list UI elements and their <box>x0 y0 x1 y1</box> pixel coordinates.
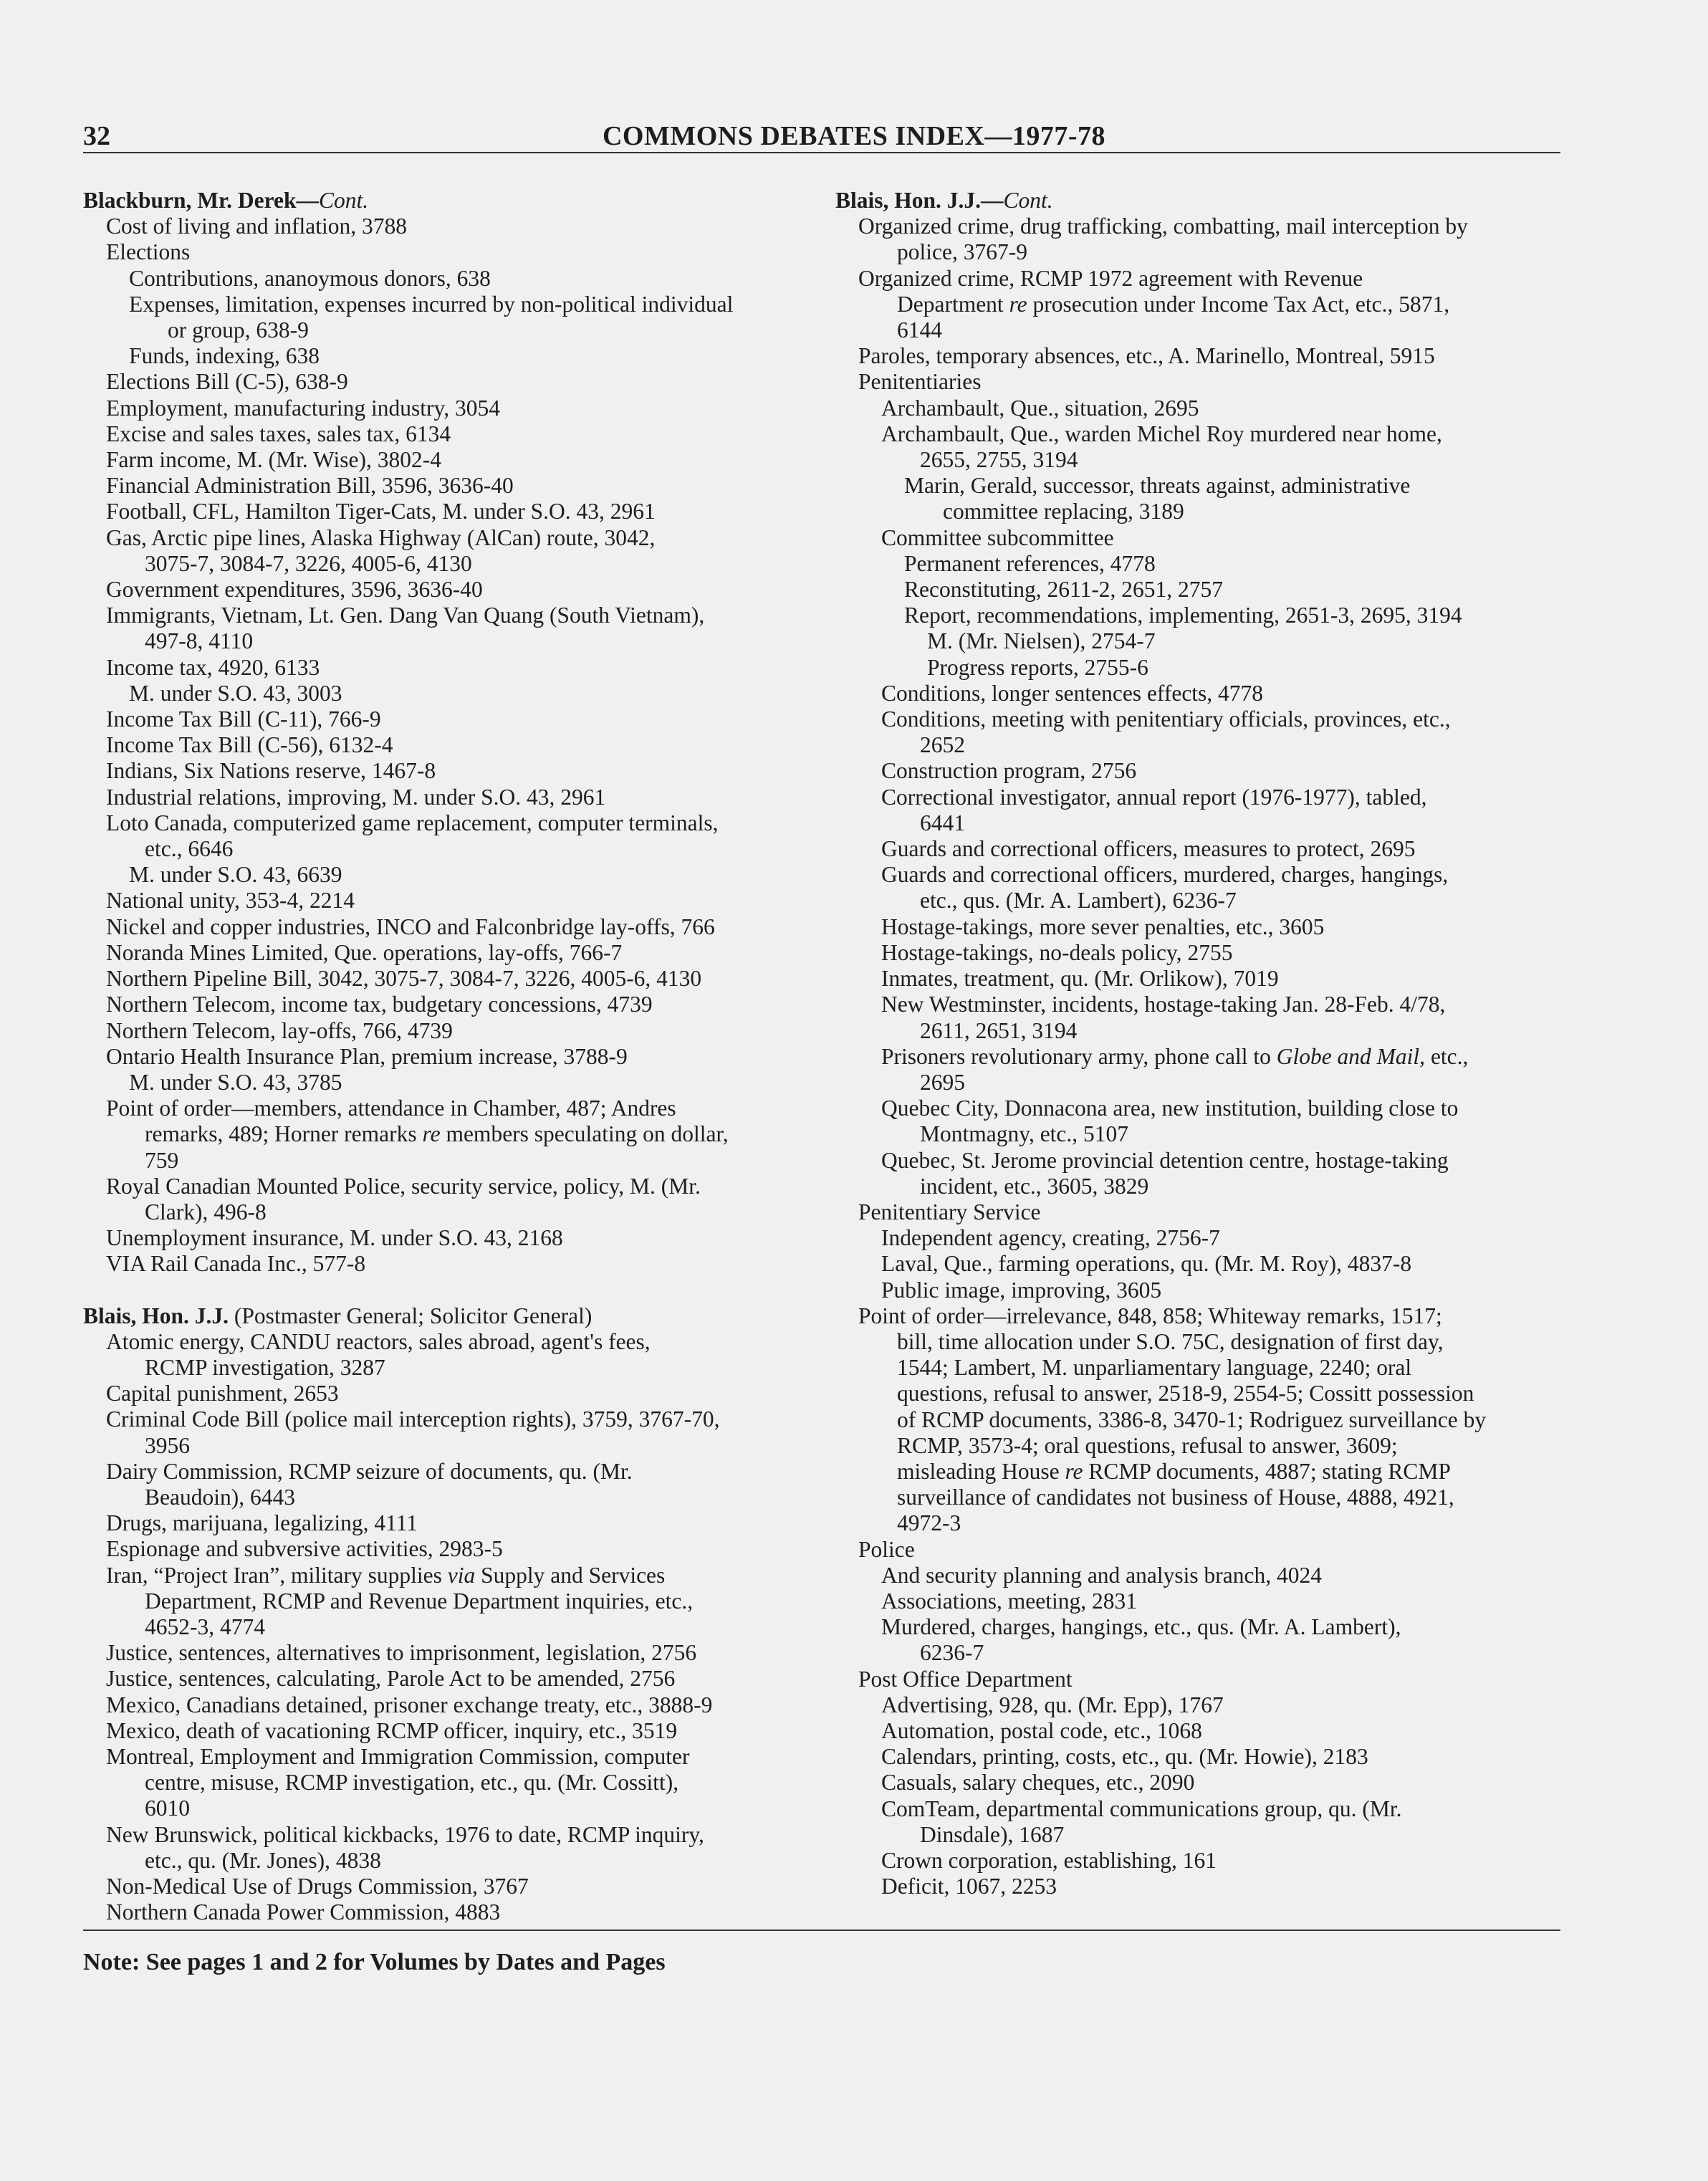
index-entry: Northern Pipeline Bill, 3042, 3075-7, 3084-7, 3226, 4005-6, 4130 <box>106 966 702 992</box>
index-entry: Capital punishment, 2653 <box>106 1381 339 1406</box>
index-entry: Report, recommendations, implementing, 2651-3, 2695, 3194 <box>904 603 1462 628</box>
index-entry: Noranda Mines Limited, Que. operations, lay-offs, 766-7 <box>106 939 623 965</box>
index-heading: Blais, Hon. J.J. (Postmaster General; Solicitor General) <box>83 1303 592 1328</box>
index-entry: Progress reports, 2755-6 <box>927 654 1148 680</box>
index-entry: Paroles, temporary absences, etc., A. Marinello, Montreal, 5915 <box>858 343 1435 369</box>
index-entry: Committee subcommittee <box>881 524 1114 550</box>
index-entry: Espionage and subversive activities, 2983-5 <box>106 1536 503 1562</box>
index-entry: Iran, “Project Iran”, military supplies via Supply and Services Department, RCMP and Revenue Department inquiries, etc., 4652-3, 4774 <box>106 1562 694 1639</box>
index-entry: Immigrants, Vietnam, Lt. Gen. Dang Van Quang (South Vietnam), 497-8, 4110 <box>106 603 705 654</box>
index-entry: Northern Telecom, lay-offs, 766, 4739 <box>106 1017 453 1043</box>
index-entry: Dairy Commission, RCMP seizure of documents, qu. (Mr. Beaudoin), 6443 <box>106 1458 633 1510</box>
index-entry: Organized crime, RCMP 1972 agreement with Revenue Department re prosecution under Income Tax Act, etc., 5871, 6144 <box>858 265 1450 343</box>
index-entry: Advertising, 928, qu. (Mr. Epp), 1767 <box>881 1692 1224 1717</box>
index-entry: Murdered, charges, hangings, etc., qus. (Mr. A. Lambert), 6236-7 <box>881 1614 1401 1666</box>
index-entry: Excise and sales taxes, sales tax, 6134 <box>106 421 451 446</box>
index-entry: Justice, sentences, calculating, Parole Act to be amended, 2756 <box>106 1666 676 1692</box>
index-entry: Police <box>858 1536 915 1562</box>
index-entry: Correctional investigator, annual report (1976-1977), tabled, 6441 <box>881 784 1427 835</box>
index-entry: New Westminster, incidents, hostage-taking Jan. 28-Feb. 4/78, 2611, 2651, 3194 <box>881 992 1446 1043</box>
index-entry: Elections Bill (C-5), 638-9 <box>106 369 348 395</box>
index-entry: Justice, sentences, alternatives to imprisonment, legislation, 2756 <box>106 1640 697 1666</box>
index-entry: New Brunswick, political kickbacks, 1976 to date, RCMP inquiry, etc., qu. (Mr. Jones), 4838 <box>106 1821 704 1873</box>
index-entry: Reconstituting, 2611-2, 2651, 2757 <box>904 577 1224 603</box>
index-entry: Marin, Gerald, successor, threats against, administrative committee replacing, 3189 <box>904 473 1411 524</box>
index-entry: Point of order—irrelevance, 848, 858; Whiteway remarks, 1517; bill, time allocation under S.O. 75C, designation of first day, 1544; Lambert, M. unparliamentary language, 2240; oral questions, refusal to answer, 2518-9, 2554-5; Cossitt possession of RCMP documents, 3386-8, 3470-1; Rodriguez surveillance by RCMP, 3573-4; oral questions, refusal to answer, 3609; misleading House re RCMP documents, 4887; stating RCMP surveillance of candidates not business of House, 4888, 4921, 4972-3 <box>858 1303 1487 1536</box>
index-entry: Penitentiary Service <box>858 1199 1041 1224</box>
index-entry: Conditions, longer sentences effects, 4778 <box>881 680 1264 706</box>
index-entry: Funds, indexing, 638 <box>129 343 320 369</box>
index-entry: Quebec City, Donnacona area, new institution, building close to Montmagny, etc., 5107 <box>881 1096 1459 1147</box>
index-entry: Independent agency, creating, 2756-7 <box>881 1225 1220 1251</box>
index-entry: Indians, Six Nations reserve, 1467-8 <box>106 758 436 784</box>
index-entry: Associations, meeting, 2831 <box>881 1588 1137 1614</box>
index-entry: Automation, postal code, etc., 1068 <box>881 1717 1202 1743</box>
index-entry: Football, CFL, Hamilton Tiger-Cats, M. under S.O. 43, 2961 <box>106 499 656 524</box>
index-entry: And security planning and analysis branch, 4024 <box>881 1562 1322 1588</box>
index-entry: Inmates, treatment, qu. (Mr. Orlikow), 7019 <box>881 966 1279 992</box>
index-entry: Drugs, marijuana, legalizing, 4111 <box>106 1510 418 1536</box>
index-entry: Elections <box>106 239 191 265</box>
index-entry: Organized crime, drug trafficking, combatting, mail interception by police, 3767-9 <box>858 214 1468 265</box>
index-entry: M. under S.O. 43, 6639 <box>129 862 342 888</box>
footer-note: Note: See pages 1 and 2 for Volumes by Dates and Pages <box>83 1949 666 1975</box>
index-heading: Blais, Hon. J.J.—Cont. <box>835 188 1053 213</box>
index-entry: VIA Rail Canada Inc., 577-8 <box>106 1251 366 1277</box>
header-rule <box>83 152 1560 153</box>
index-entry: Government expenditures, 3596, 3636-40 <box>106 577 483 603</box>
index-entry: Point of order—members, attendance in Chamber, 487; Andres remarks, 489; Horner remarks re members speculating on dollar, 759 <box>106 1096 729 1173</box>
index-entry: Archambault, Que., warden Michel Roy murdered near home, 2655, 2755, 3194 <box>881 421 1442 473</box>
index-entry: Casuals, salary cheques, etc., 2090 <box>881 1770 1195 1796</box>
index-entry: Permanent references, 4778 <box>904 550 1156 576</box>
index-entry: Expenses, limitation, expenses incurred by non-political individual or group, 638-9 <box>129 291 734 343</box>
index-entry: Nickel and copper industries, INCO and Falconbridge lay-offs, 766 <box>106 914 715 939</box>
index-entry: Cost of living and inflation, 3788 <box>106 214 407 239</box>
index-entry: Construction program, 2756 <box>881 758 1137 784</box>
index-entry: Employment, manufacturing industry, 3054 <box>106 395 500 421</box>
index-entry: Northern Telecom, income tax, budgetary concessions, 4739 <box>106 992 653 1017</box>
index-entry: Farm income, M. (Mr. Wise), 3802-4 <box>106 447 441 473</box>
index-entry: Mexico, Canadians detained, prisoner exchange treaty, etc., 3888-9 <box>106 1692 713 1717</box>
index-entry: Loto Canada, computerized game replacement, computer terminals, etc., 6646 <box>106 810 719 862</box>
index-entry: M. (Mr. Nielsen), 2754-7 <box>927 628 1156 654</box>
index-entry: Income Tax Bill (C-56), 6132-4 <box>106 732 393 758</box>
page-title: COMMONS DEBATES INDEX—1977-78 <box>602 121 1106 151</box>
index-entry: Penitentiaries <box>858 369 982 395</box>
index-entry: Hostage-takings, more sever penalties, etc., 3605 <box>881 914 1325 939</box>
index-entry: Ontario Health Insurance Plan, premium increase, 3788-9 <box>106 1043 628 1069</box>
index-entry: Deficit, 1067, 2253 <box>881 1874 1057 1899</box>
index-entry: M. under S.O. 43, 3003 <box>129 680 342 706</box>
index-entry: Post Office Department <box>858 1666 1073 1692</box>
index-heading: Blackburn, Mr. Derek—Cont. <box>83 188 369 213</box>
index-entry: M. under S.O. 43, 3785 <box>129 1069 342 1095</box>
index-entry: National unity, 353-4, 2214 <box>106 888 355 914</box>
index-column-right <box>835 188 1566 1899</box>
index-entry: Hostage-takings, no-deals policy, 2755 <box>881 939 1233 965</box>
index-entry: Income Tax Bill (C-11), 766-9 <box>106 706 381 732</box>
index-entry: Public image, improving, 3605 <box>881 1277 1162 1303</box>
index-entry: Prisoners revolutionary army, phone call to Globe and Mail, etc., 2695 <box>881 1043 1469 1095</box>
index-entry: Non-Medical Use of Drugs Commission, 3767 <box>106 1874 529 1899</box>
index-entry: Laval, Que., farming operations, qu. (Mr. M. Roy), 4837-8 <box>881 1251 1412 1277</box>
index-entry: Archambault, Que., situation, 2695 <box>881 395 1199 421</box>
index-entry: Mexico, death of vacationing RCMP officer, inquiry, etc., 3519 <box>106 1717 678 1743</box>
index-column-left <box>83 188 814 1925</box>
index-entry: Northern Canada Power Commission, 4883 <box>106 1899 501 1925</box>
index-entry: Montreal, Employment and Immigration Commission, computer centre, misuse, RCMP investigation, etc., qu. (Mr. Cossitt), 6010 <box>106 1743 690 1821</box>
index-entry: Gas, Arctic pipe lines, Alaska Highway (AlCan) route, 3042, 3075-7, 3084-7, 3226, 4005-6, 4130 <box>106 524 656 576</box>
index-entry: Guards and correctional officers, measures to protect, 2695 <box>881 836 1416 862</box>
index-entry: Calendars, printing, costs, etc., qu. (Mr. Howie), 2183 <box>881 1744 1368 1770</box>
index-entry: Guards and correctional officers, murdered, charges, hangings, etc., qus. (Mr. A. Lambert), 6236-7 <box>881 862 1449 914</box>
index-entry: Quebec, St. Jerome provincial detention centre, hostage-taking incident, etc., 3605, 3829 <box>881 1147 1449 1199</box>
footer-rule <box>83 1930 1560 1931</box>
index-entry: Conditions, meeting with penitentiary officials, provinces, etc., 2652 <box>881 706 1451 758</box>
index-entry: Unemployment insurance, M. under S.O. 43, 2168 <box>106 1225 563 1251</box>
index-entry: Atomic energy, CANDU reactors, sales abroad, agent's fees, RCMP investigation, 3287 <box>106 1328 651 1380</box>
index-entry: Royal Canadian Mounted Police, security service, policy, M. (Mr. Clark), 496-8 <box>106 1173 701 1224</box>
index-entry: ComTeam, departmental communications group, qu. (Mr. Dinsdale), 1687 <box>881 1796 1402 1847</box>
page-number: 32 <box>83 121 110 151</box>
index-entry: Financial Administration Bill, 3596, 3636-40 <box>106 473 514 499</box>
index-entry: Industrial relations, improving, M. under S.O. 43, 2961 <box>106 784 606 810</box>
index-entry: Crown corporation, establishing, 161 <box>881 1848 1217 1873</box>
index-entry: Income tax, 4920, 6133 <box>106 654 320 680</box>
index-entry: Criminal Code Bill (police mail interception rights), 3759, 3767-70, 3956 <box>106 1406 720 1458</box>
index-entry: Contributions, ananoymous donors, 638 <box>129 265 491 291</box>
